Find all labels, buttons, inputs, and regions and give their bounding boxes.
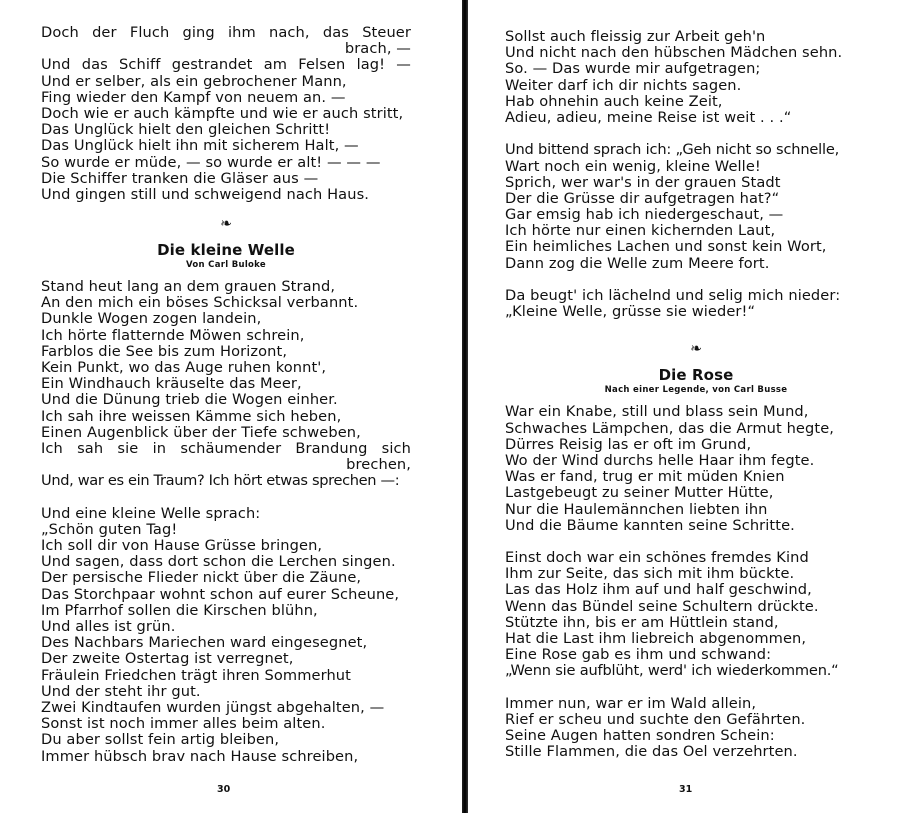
text-line: Und, war es ein Traum? Ich hört etwas sprechen —: bbox=[41, 472, 400, 490]
text-line: Der die Grüsse dir aufgetragen hat?“ bbox=[505, 189, 780, 207]
text-line: Und das Schiff gestrandet am Felsen lag! — bbox=[41, 56, 411, 74]
text-line: Immer hübsch brav nach Hause schreiben, bbox=[41, 747, 359, 765]
text-line: Stützte ihn, bis er am Hüttlein stand, bbox=[505, 613, 779, 631]
text-line: Dunkle Wogen zogen landein, bbox=[41, 310, 262, 328]
text-line: „Kleine Welle, grüsse sie wieder!“ bbox=[505, 303, 756, 321]
text-line: Das Storchpaar wohnt schon auf eurer Scheune, bbox=[41, 585, 400, 603]
text-line: Fräulein Friedchen trägt ihren Sommerhut bbox=[41, 666, 351, 684]
text-line: „Wenn sie aufblüht, werd' ich wiederkommen.“ bbox=[505, 662, 839, 680]
text-line: Und nicht nach den hübschen Mädchen sehn. bbox=[505, 44, 843, 62]
text-line: Du aber sollst fein artig bleiben, bbox=[41, 731, 280, 749]
left-text-column bbox=[41, 25, 411, 765]
text-line: Der persische Flieder nickt über die Zäune, bbox=[41, 569, 362, 587]
text-line: Ich sah sie in schäumender Brandung sich bbox=[41, 439, 411, 457]
text-line: Weiter darf ich dir nichts sagen. bbox=[505, 76, 742, 94]
text-line: Im Pfarrhof sollen die Kirschen blühn, bbox=[41, 601, 318, 619]
text-line: Stand heut lang an dem grauen Strand, bbox=[41, 278, 336, 296]
text-line: Ein Windhauch kräuselte das Meer, bbox=[41, 375, 302, 393]
text-line: Immer nun, war er im Wald allein, bbox=[505, 694, 757, 712]
text-line: Farblos die See bis zum Horizont, bbox=[41, 342, 288, 360]
text-line: Lastgebeugt zu seiner Mutter Hütte, bbox=[505, 484, 774, 502]
poem-byline: Von Carl Buloke bbox=[186, 260, 266, 271]
text-line: Und gingen still und schweigend nach Haus. bbox=[41, 185, 370, 203]
text-line: Hab ohnehin auch keine Zeit, bbox=[505, 92, 723, 110]
text-line: Ich hörte nur einen kichernden Laut, bbox=[505, 222, 776, 240]
text-line: Ein heimliches Lachen und sonst kein Wort, bbox=[505, 238, 827, 256]
text-line: Doch der Fluch ging ihm nach, das Steuer bbox=[41, 24, 411, 41]
text-line: Ich sah ihre weissen Kämme sich heben, bbox=[41, 407, 342, 425]
text-line: Und eine kleine Welle sprach: bbox=[41, 504, 261, 522]
text-line: brach, — bbox=[344, 40, 411, 58]
text-line: Sprich, wer war's in der grauen Stadt bbox=[505, 173, 781, 191]
text-line: Dann zog die Welle zum Meere fort. bbox=[505, 254, 770, 272]
text-line: Zwei Kindtaufen wurden jüngst abgehalten, — bbox=[41, 698, 385, 716]
text-line: Ihm zur Seite, das sich mit ihm bückte. bbox=[505, 565, 795, 583]
text-line: So wurde er müde, — so wurde er alt! — — — bbox=[41, 153, 381, 171]
text-line: Seine Augen hatten sondren Schein: bbox=[505, 727, 775, 745]
text-line: Und bittend sprach ich: „Geh nicht so schnelle, bbox=[505, 141, 840, 159]
text-line: Die Schiffer tranken die Gläser aus — bbox=[41, 169, 319, 187]
text-line: Sonst ist noch immer alles beim alten. bbox=[41, 715, 326, 733]
text-line: Kein Punkt, wo das Auge ruhen konnt', bbox=[41, 359, 327, 376]
text-line: Der zweite Ostertag ist verregnet, bbox=[41, 650, 294, 668]
text-line: Da beugt' ich lächelnd und selig mich nieder: bbox=[505, 287, 841, 304]
page-number: 30 bbox=[217, 784, 231, 795]
right-page bbox=[468, 0, 900, 813]
poem-title: Die kleine Welle bbox=[157, 241, 295, 260]
text-line: Und sagen, dass dort schon die Lerchen singen. bbox=[41, 553, 396, 571]
text-line: Rief er scheu und suchte den Gefährten. bbox=[505, 710, 806, 728]
text-line: Nur die Haulemännchen liebten ihn bbox=[505, 500, 768, 518]
text-line: Einst doch war ein schönes fremdes Kind bbox=[505, 549, 809, 567]
poem-byline: Nach einer Legende, von Carl Busse bbox=[604, 385, 788, 396]
text-line: Las das Holz ihm auf und half geschwind, bbox=[505, 581, 812, 599]
stanza-gap bbox=[505, 126, 887, 142]
text-line: Ich hörte flatternde Möwen schrein, bbox=[41, 326, 305, 344]
stanza-gap bbox=[41, 490, 411, 506]
text-line: Dürres Reisig las er oft im Grund, bbox=[505, 435, 752, 453]
text-line: Hat die Last ihm liebreich abgenommen, bbox=[505, 630, 807, 647]
text-line: Schwaches Lämpchen, das die Armut hegte, bbox=[505, 419, 835, 437]
right-text-column bbox=[505, 29, 887, 761]
text-line: Und der steht ihr gut. bbox=[41, 682, 201, 700]
text-line: Und die Bäume kannten seine Schritte. bbox=[505, 516, 795, 534]
page-number: 31 bbox=[679, 784, 693, 795]
fleuron-ornament-icon: ❧ bbox=[220, 216, 232, 233]
text-line: Das Unglück hielt den gleichen Schritt! bbox=[41, 121, 331, 139]
text-line: Eine Rose gab es ihm und schwand: bbox=[505, 646, 772, 664]
text-line: Fing wieder den Kampf von neuem an. — bbox=[41, 88, 346, 106]
text-line: Des Nachbars Mariechen ward eingesegnet, bbox=[41, 634, 368, 652]
fleuron-ornament-icon: ❧ bbox=[690, 341, 702, 358]
text-line: So. — Das wurde mir aufgetragen; bbox=[505, 60, 761, 78]
stanza-gap bbox=[505, 534, 887, 550]
text-line: An den mich ein böses Schicksal verbannt. bbox=[41, 294, 359, 312]
text-line: Doch wie er auch kämpfte und wie er auch stritt, bbox=[41, 104, 404, 122]
text-line: Einen Augenblick über der Tiefe schweben, bbox=[41, 423, 361, 441]
text-line: Und er selber, als ein gebrochener Mann, bbox=[41, 72, 347, 90]
text-line: Gar emsig hab ich niedergeschaut, — bbox=[505, 206, 784, 224]
text-line: brechen, bbox=[346, 456, 411, 474]
text-line: Wart noch ein wenig, kleine Welle! bbox=[505, 157, 761, 175]
text-line: Wenn das Bündel seine Schultern drückte. bbox=[505, 597, 819, 615]
text-line: Das Unglück hielt ihn mit sicherem Halt, — bbox=[41, 137, 359, 155]
text-line: „Schön guten Tag! bbox=[41, 520, 178, 538]
text-line: Sollst auch fleissig zur Arbeit geh'n bbox=[505, 28, 766, 45]
text-line: Stille Flammen, die das Oel verzehrten. bbox=[505, 743, 798, 761]
stanza-gap bbox=[505, 680, 887, 696]
text-line: Was er fand, trug er mit müden Knien bbox=[505, 468, 785, 486]
stanza-gap bbox=[505, 272, 887, 288]
text-line: Und alles ist grün. bbox=[41, 618, 176, 635]
text-line: War ein Knabe, still und blass sein Mund, bbox=[505, 403, 809, 421]
poem-title: Die Rose bbox=[658, 366, 734, 385]
text-line: Adieu, adieu, meine Reise ist weit . . .“ bbox=[505, 108, 792, 126]
text-line: Wo der Wind durchs helle Haar ihm fegte. bbox=[505, 451, 815, 469]
text-line: Und die Dünung trieb die Wogen einher. bbox=[41, 391, 338, 409]
text-line: Ich soll dir von Hause Grüsse bringen, bbox=[41, 537, 323, 555]
